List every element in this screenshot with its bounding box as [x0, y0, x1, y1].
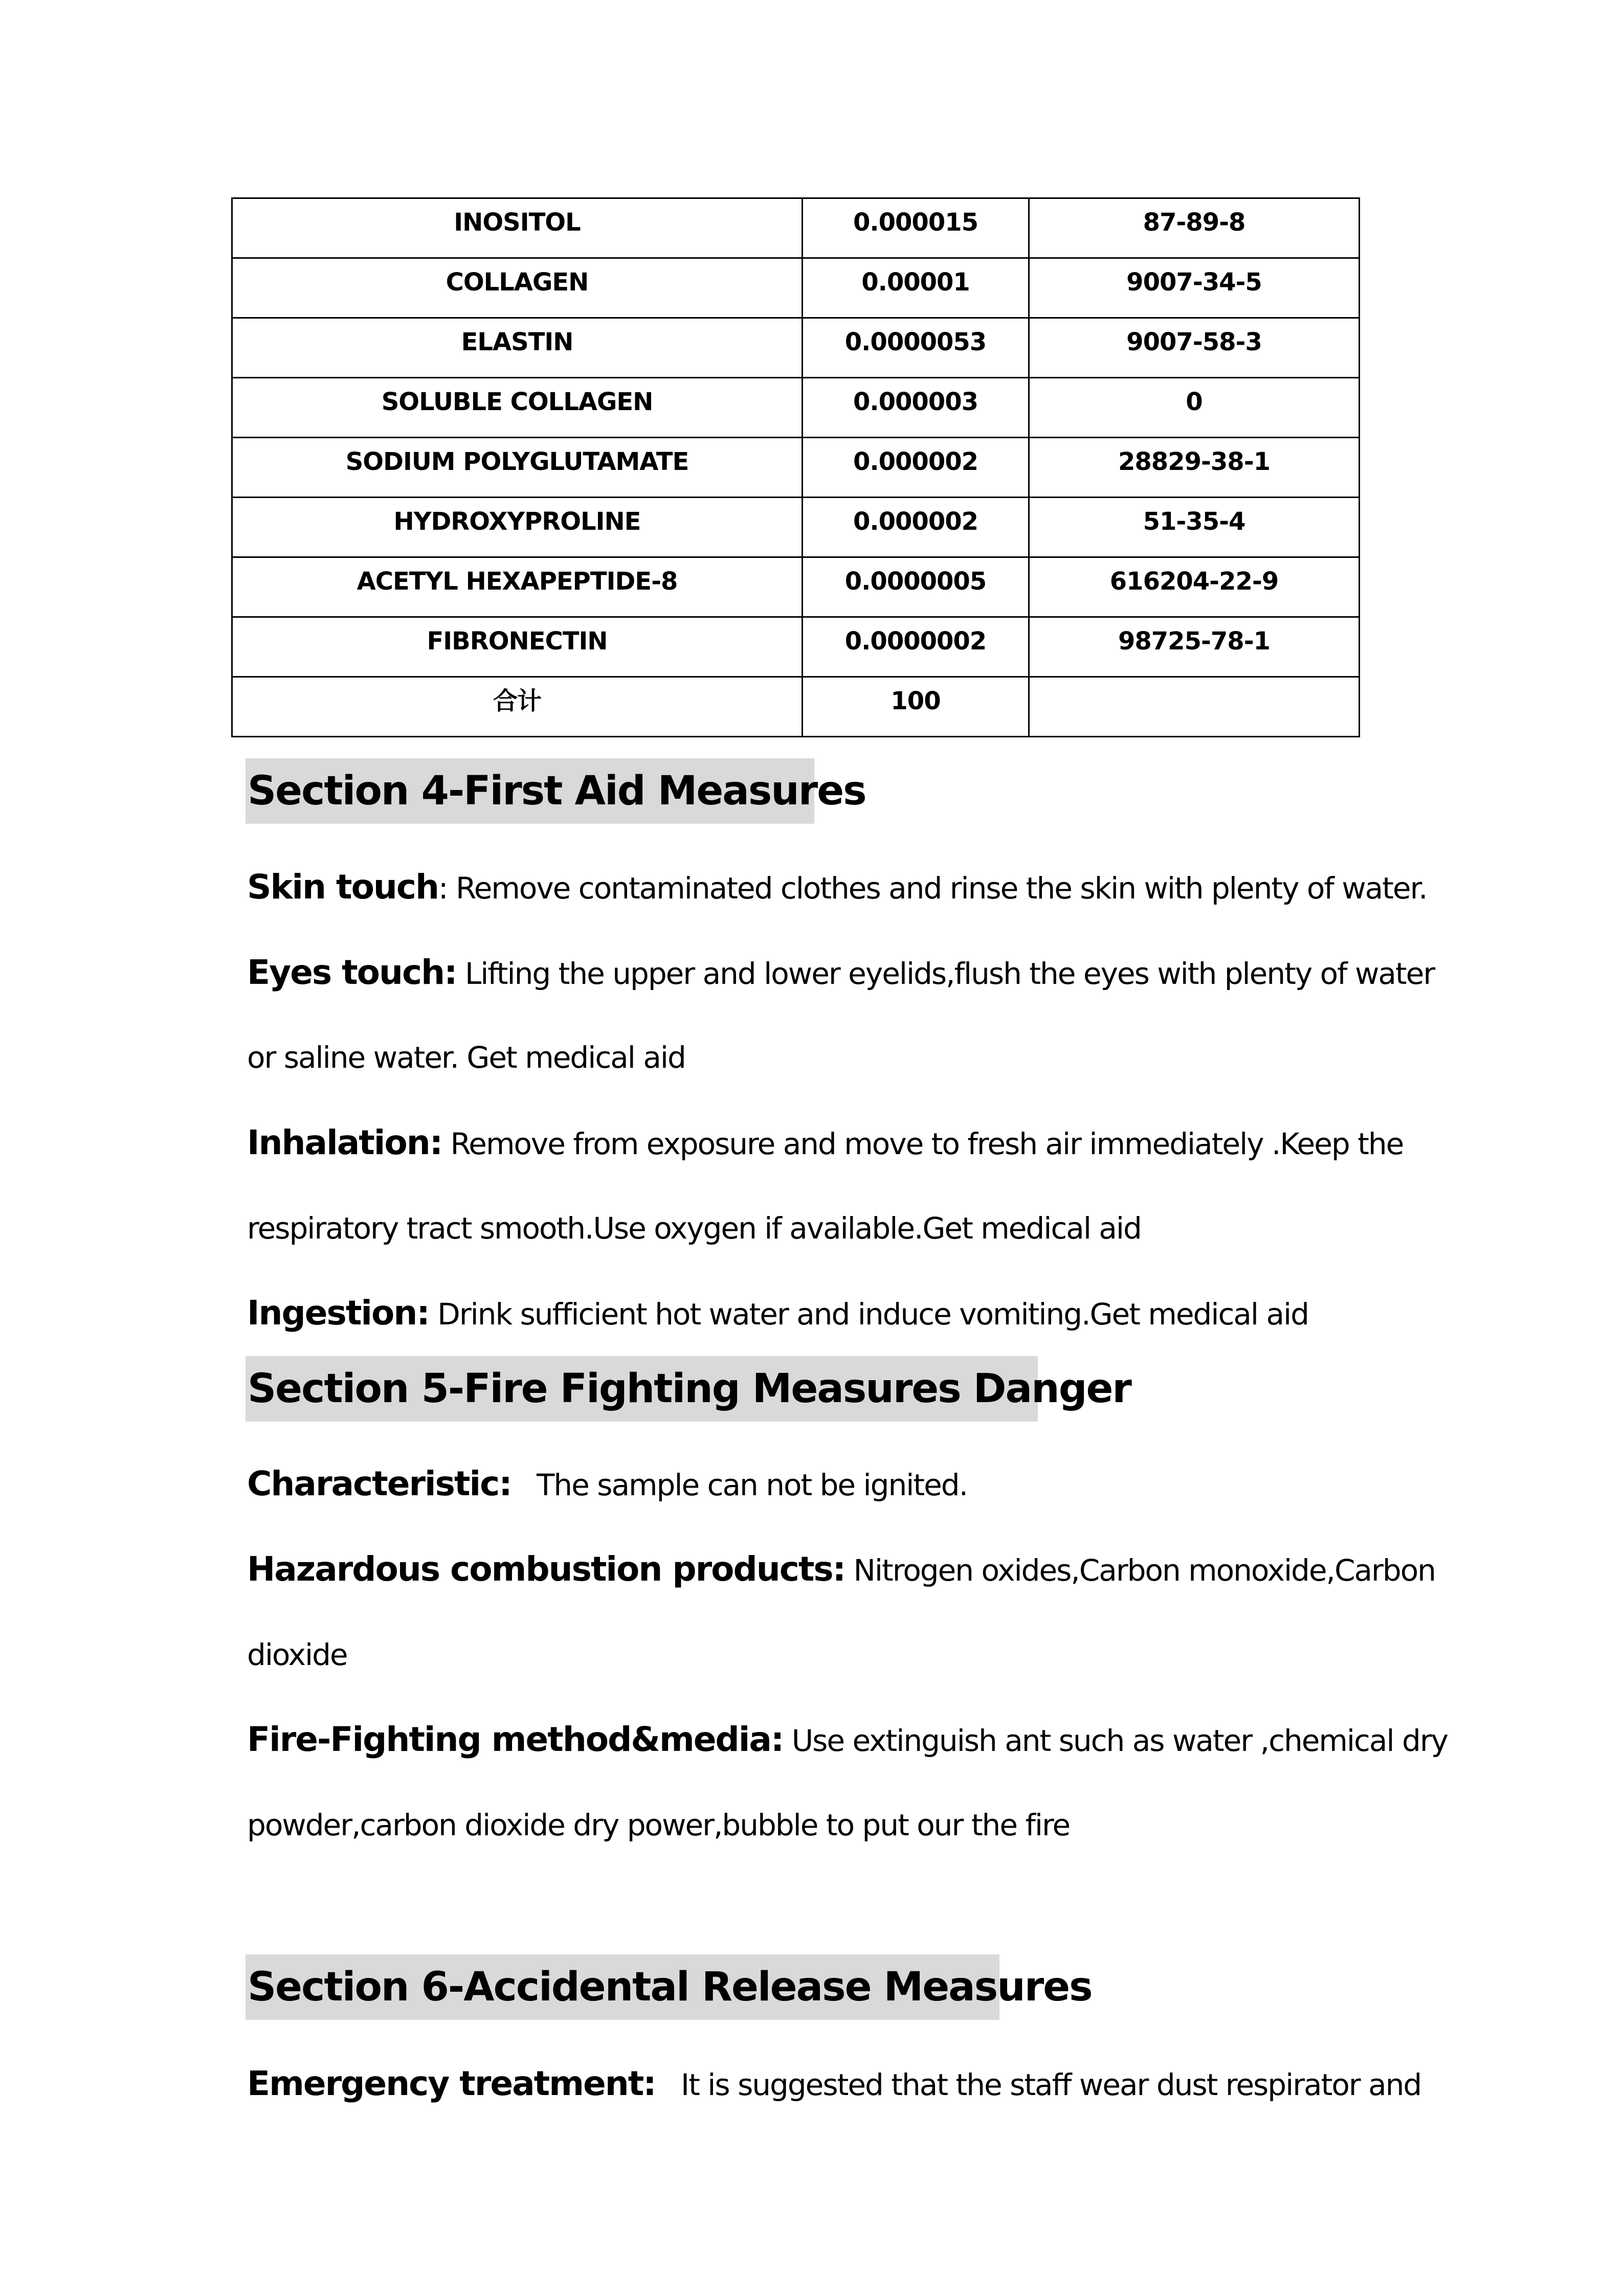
ingredient-name-cell: FIBRONECTIN — [232, 617, 803, 677]
total-label-cell: 合计 — [232, 677, 803, 737]
ingestion-paragraph — [247, 1293, 1393, 1335]
cas-number-cell: 87-89-8 — [1029, 198, 1360, 258]
section-5-heading: Section 5-Fire Fighting Measures Danger — [246, 1356, 1038, 1422]
hazardous-products-label: Hazardous combustion products: — [247, 1549, 846, 1589]
ingredient-name-cell: INOSITOL — [232, 198, 803, 258]
inhalation-continuation: respiratory tract smooth.Use oxygen if available.Get medical aid — [247, 1211, 1141, 1246]
skin-touch-label: Skin touch — [247, 867, 439, 907]
characteristic-text: The sample can not be ignited. — [511, 1468, 968, 1502]
content-cell: 0.0000005 — [803, 557, 1029, 617]
emergency-treatment-label: Emergency treatment: — [247, 2064, 656, 2103]
table-row — [232, 438, 1360, 498]
hazardous-products-continuation: dioxide — [247, 1637, 347, 1672]
cas-number-cell: 616204-22-9 — [1029, 557, 1360, 617]
total-value-cell: 100 — [803, 677, 1029, 737]
content-cell: 0.0000002 — [803, 617, 1029, 677]
ingredient-name-cell: ACETYL HEXAPEPTIDE-8 — [232, 557, 803, 617]
content-cell: 0.000003 — [803, 378, 1029, 438]
skin-touch-text: Remove contaminated clothes and rinse the skin with plenty of water. — [447, 871, 1427, 906]
inhalation-text: Remove from exposure and move to fresh air immediately .Keep the — [442, 1127, 1404, 1161]
cas-number-cell: 51-35-4 — [1029, 498, 1360, 557]
cas-number-cell — [1029, 677, 1360, 737]
table-row — [232, 318, 1360, 378]
fire-fighting-method-continuation: powder,carbon dioxide dry power,bubble to put our the fire — [247, 1808, 1070, 1842]
emergency-treatment-paragraph — [247, 2063, 1421, 2105]
fire-fighting-method-label: Fire-Fighting method&media: — [247, 1720, 784, 1759]
table-row — [232, 617, 1360, 677]
ingredient-name-cell: ELASTIN — [232, 318, 803, 378]
table-total-row — [232, 677, 1360, 737]
table-row — [232, 498, 1360, 557]
ingredient-name-cell: HYDROXYPROLINE — [232, 498, 803, 557]
hazardous-products-text: Nitrogen oxides,Carbon monoxide,Carbon — [845, 1553, 1435, 1588]
fire-fighting-method-paragraph — [247, 1719, 1448, 1761]
eyes-touch-continuation: or saline water. Get medical aid — [247, 1040, 685, 1075]
composition-table — [231, 197, 1360, 737]
table-row — [232, 378, 1360, 438]
ingredient-name-cell: SODIUM POLYGLUTAMATE — [232, 438, 803, 498]
content-cell: 0.000002 — [803, 498, 1029, 557]
cas-number-cell: 9007-58-3 — [1029, 318, 1360, 378]
ingredient-name-cell: SOLUBLE COLLAGEN — [232, 378, 803, 438]
ingestion-label: Ingestion: — [247, 1293, 429, 1333]
inhalation-label: Inhalation: — [247, 1123, 442, 1162]
section-4-heading: Section 4-First Aid Measures — [246, 758, 814, 824]
cas-number-cell: 9007-34-5 — [1029, 258, 1360, 318]
hazardous-products-paragraph — [247, 1549, 1435, 1591]
ingestion-text: Drink sufficient hot water and induce vomiting.Get medical aid — [429, 1297, 1308, 1332]
cas-number-cell: 0 — [1029, 378, 1360, 438]
table-row — [232, 198, 1360, 258]
emergency-treatment-text: It is suggested that the staff wear dust respirator and — [655, 2067, 1421, 2102]
characteristic-label: Characteristic: — [247, 1464, 511, 1503]
eyes-touch-text: Lifting the upper and lower eyelids,flush the eyes with plenty of water — [456, 956, 1435, 991]
eyes-touch-paragraph — [247, 952, 1435, 994]
eyes-touch-label: Eyes touch: — [247, 953, 457, 992]
content-cell: 0.00001 — [803, 258, 1029, 318]
content-cell: 0.000015 — [803, 198, 1029, 258]
ingredient-name-cell: COLLAGEN — [232, 258, 803, 318]
cas-number-cell: 28829-38-1 — [1029, 438, 1360, 498]
inhalation-paragraph — [247, 1122, 1404, 1164]
skin-touch-colon: : — [438, 871, 448, 906]
skin-touch-paragraph — [247, 867, 1427, 909]
section-6-heading: Section 6-Accidental Release Measures — [246, 1954, 999, 2020]
fire-fighting-method-text: Use extinguish ant such as water ,chemical dry — [783, 1723, 1448, 1758]
table-row — [232, 557, 1360, 617]
content-cell: 0.000002 — [803, 438, 1029, 498]
cas-number-cell: 98725-78-1 — [1029, 617, 1360, 677]
characteristic-paragraph — [247, 1464, 1393, 1505]
content-cell: 0.0000053 — [803, 318, 1029, 378]
table-row — [232, 258, 1360, 318]
